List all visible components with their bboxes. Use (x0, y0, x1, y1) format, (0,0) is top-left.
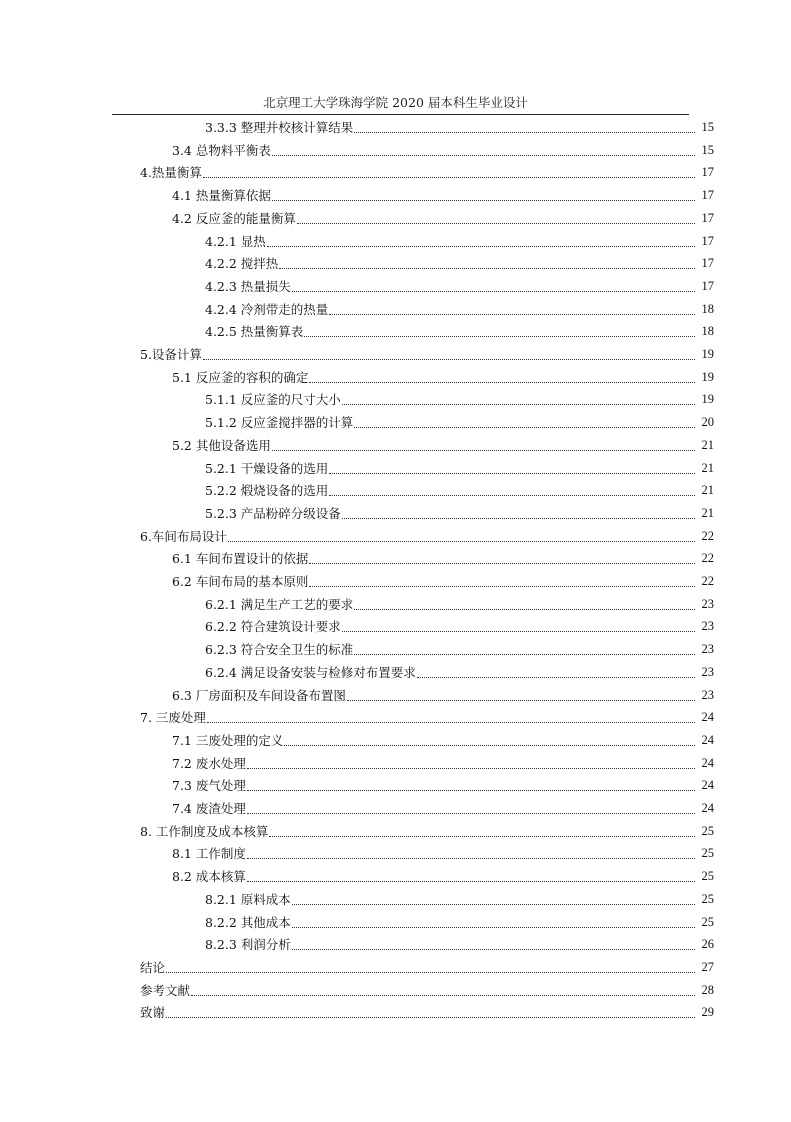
toc-leader-dots (207, 712, 695, 723)
toc-page-number: 22 (701, 551, 714, 566)
toc-entry-title: 6.2.4 满足设备安装与检修对布置要求 (205, 664, 416, 680)
toc-page-number: 23 (701, 596, 714, 611)
toc-leader-dots (247, 871, 695, 882)
toc-entry[interactable] (140, 955, 714, 975)
toc-page-number: 29 (701, 1005, 714, 1020)
toc-page-number: 17 (701, 233, 714, 248)
toc-entry[interactable] (172, 433, 714, 453)
toc-leader-dots (166, 1007, 695, 1018)
toc-entry-title: 4.热量衡算 (140, 165, 202, 181)
toc-entry-title: 7.2 废水处理 (172, 755, 246, 771)
toc-entry-title: 致谢 (140, 1005, 166, 1021)
toc-page-number: 24 (701, 710, 714, 725)
toc-entry-title: 8.2.1 原料成本 (205, 891, 291, 907)
toc-entry[interactable] (172, 728, 714, 748)
toc-page-number: 23 (701, 664, 714, 679)
toc-page-number: 19 (701, 392, 714, 407)
toc-entry[interactable] (205, 274, 714, 294)
toc-entry[interactable] (140, 819, 714, 839)
toc-entry-title: 7.1 三废处理的定义 (172, 732, 284, 748)
toc-entry[interactable] (205, 297, 714, 317)
toc-entry[interactable] (172, 773, 714, 793)
toc-page-number: 17 (701, 210, 714, 225)
page-header: 北京理工大学珠海学院 2020 届本科生毕业设计 (263, 95, 528, 110)
toc-page-number: 26 (701, 937, 714, 952)
toc-entry[interactable] (140, 342, 714, 362)
toc-leader-dots (203, 167, 695, 178)
toc-page-number: 17 (701, 278, 714, 293)
toc-entry[interactable] (205, 910, 714, 930)
toc-entry-title: 4.2.4 冷剂带走的热量 (205, 301, 329, 317)
toc-entry-title: 5.1 反应釜的容积的确定 (172, 369, 309, 385)
toc-page-number: 23 (701, 619, 714, 634)
toc-entry[interactable] (205, 478, 714, 498)
toc-page-number: 21 (701, 437, 714, 452)
toc-entry-title: 4.2 反应釜的能量衡算 (172, 210, 296, 226)
toc-entry[interactable] (172, 751, 714, 771)
toc-page-number: 24 (701, 778, 714, 793)
toc-page-number: 25 (701, 891, 714, 906)
toc-entry[interactable] (172, 683, 714, 703)
toc-leader-dots (342, 508, 695, 519)
toc-entry-title: 3.4 总物料平衡表 (172, 142, 271, 158)
toc-entry-title: 6.2.2 符合建筑设计要求 (205, 619, 341, 635)
toc-entry[interactable] (140, 705, 714, 725)
toc-page-number: 20 (701, 415, 714, 430)
toc-entry[interactable] (205, 387, 714, 407)
toc-leader-dots (272, 190, 695, 201)
toc-leader-dots (342, 621, 695, 632)
toc-leader-dots (247, 803, 695, 814)
toc-entry[interactable] (172, 796, 714, 816)
toc-page-number: 25 (701, 869, 714, 884)
toc-leader-dots (309, 553, 695, 564)
toc-entry[interactable] (205, 592, 714, 612)
toc-page-number: 25 (701, 914, 714, 929)
toc-entry[interactable] (172, 365, 714, 385)
toc-entry[interactable] (172, 569, 714, 589)
toc-page-number: 22 (701, 528, 714, 543)
toc-leader-dots (203, 349, 695, 360)
toc-leader-dots (247, 848, 695, 859)
toc-page-number: 23 (701, 642, 714, 657)
toc-leader-dots (267, 236, 695, 247)
toc-entry-title: 4.1 热量衡算依据 (172, 188, 271, 204)
toc-entry[interactable] (172, 864, 714, 884)
toc-entry-title: 6.2 车间布局的基本原则 (172, 574, 309, 589)
toc-entry-title: 3.3.3 整理并校核计算结果 (205, 120, 354, 135)
toc-entry-title: 参考文献 (140, 982, 191, 998)
toc-page-number: 22 (701, 574, 714, 588)
toc-leader-dots (292, 281, 695, 292)
toc-page-number: 15 (701, 120, 714, 134)
toc-page-number: 24 (701, 801, 714, 815)
toc-entry-title: 6.3 厂房面积及车间设备布置图 (172, 687, 346, 703)
toc-entry[interactable] (205, 932, 714, 952)
toc-entry[interactable] (205, 319, 714, 339)
toc-entry-title: 8. 工作制度及成本核算 (140, 823, 269, 839)
toc-leader-dots (309, 372, 695, 383)
toc-entry-title: 5.2 其他设备选用 (172, 437, 271, 453)
toc-leader-dots (191, 985, 695, 996)
toc-entry[interactable] (140, 524, 714, 544)
toc-entry-title: 4.2.5 热量衡算表 (205, 324, 304, 340)
toc-entry-title: 5.2.3 产品粉碎分级设备 (205, 505, 341, 521)
toc-page-number: 25 (701, 823, 714, 838)
toc-leader-dots (304, 326, 695, 337)
toc-page-number: 23 (701, 687, 714, 702)
toc-page-number: 24 (701, 755, 714, 770)
toc-entry-title: 结论 (140, 959, 166, 975)
toc-entry[interactable] (205, 410, 714, 430)
toc-leader-dots (292, 917, 695, 928)
toc-leader-dots (417, 667, 695, 678)
toc-page-number: 17 (701, 188, 714, 203)
toc-leader-dots (329, 485, 695, 496)
toc-page-number: 17 (701, 165, 714, 180)
toc-leader-dots (228, 531, 695, 542)
toc-leader-dots (329, 304, 695, 315)
toc-entry[interactable] (140, 1000, 714, 1020)
toc-entry-title: 5.2.1 干燥设备的选用 (205, 460, 329, 476)
toc-entry[interactable] (172, 546, 714, 566)
toc-entry[interactable] (205, 456, 714, 476)
toc-leader-dots (329, 463, 695, 474)
toc-leader-dots (347, 690, 695, 701)
toc-leader-dots (269, 826, 695, 837)
toc-entry-title: 5.2.2 煅烧设备的选用 (205, 483, 329, 499)
toc-entry-title: 4.2.2 搅拌热 (205, 256, 279, 272)
toc-entry-title: 4.2.3 热量损失 (205, 278, 291, 294)
toc-entry-title: 5.1.2 反应釜搅拌器的计算 (205, 415, 354, 431)
toc-page-number: 17 (701, 256, 714, 271)
toc-entry[interactable] (205, 115, 714, 135)
toc-page-number: 19 (701, 369, 714, 384)
toc-entry-title: 6.1 车间布置设计的依据 (172, 551, 309, 567)
toc-entry-title: 6.车间布局设计 (140, 528, 227, 544)
toc-leader-dots (247, 758, 695, 769)
toc-entry[interactable] (205, 887, 714, 907)
toc-page-number: 28 (701, 982, 714, 997)
toc-leader-dots (247, 780, 695, 791)
toc-entry-title: 8.2 成本核算 (172, 869, 246, 885)
toc-page-number: 21 (701, 483, 714, 498)
toc-page-number: 21 (701, 460, 714, 475)
toc-entry-title: 8.1 工作制度 (172, 846, 246, 862)
toc-leader-dots (309, 576, 695, 587)
toc-leader-dots (292, 894, 695, 905)
toc-entry-title: 6.2.1 满足生产工艺的要求 (205, 596, 354, 612)
toc-entry[interactable] (140, 160, 714, 180)
toc-leader-dots (279, 258, 695, 269)
toc-entry[interactable] (172, 841, 714, 861)
toc-leader-dots (354, 599, 695, 610)
toc-leader-dots (272, 145, 695, 156)
toc-entry-title: 7.4 废渣处理 (172, 801, 246, 816)
toc-entry[interactable] (205, 637, 714, 657)
toc-entry-title: 8.2.2 其他成本 (205, 914, 291, 930)
toc-entry-title: 5.1.1 反应釜的尺寸大小 (205, 392, 341, 408)
toc-leader-dots (354, 122, 695, 133)
toc-entry-title: 7. 三废处理 (140, 710, 206, 726)
toc-entry[interactable] (205, 614, 714, 634)
toc-leader-dots (354, 417, 695, 428)
toc-page-number: 19 (701, 347, 714, 361)
toc-entry-title: 4.2.1 显热 (205, 233, 266, 249)
toc-leader-dots (284, 735, 695, 746)
toc-leader-dots (272, 440, 695, 451)
toc-entry[interactable] (140, 978, 714, 998)
toc-page-number: 25 (701, 846, 714, 861)
toc-entry-title: 8.2.3 利润分析 (205, 937, 291, 953)
toc-entry[interactable] (172, 206, 714, 226)
toc-page-number: 24 (701, 732, 714, 747)
toc-page-number: 18 (701, 324, 714, 339)
toc-entry-title: 7.3 废气处理 (172, 778, 246, 794)
toc-page-number: 18 (701, 301, 714, 316)
toc-entry[interactable] (205, 660, 714, 680)
toc-leader-dots (292, 939, 695, 950)
toc-leader-dots (354, 644, 695, 655)
toc-entry[interactable] (172, 183, 714, 203)
toc-leader-dots (297, 213, 695, 224)
toc-leader-dots (342, 394, 695, 405)
toc-leader-dots (166, 962, 695, 973)
toc-page-number: 27 (701, 959, 714, 974)
toc-entry[interactable] (205, 501, 714, 521)
toc-entry[interactable] (205, 229, 714, 249)
toc-entry-title: 5.设备计算 (140, 347, 202, 362)
toc-entry-title: 6.2.3 符合安全卫生的标准 (205, 642, 354, 658)
toc-entry[interactable] (205, 251, 714, 271)
toc-entry[interactable] (172, 138, 714, 158)
toc-page-number: 21 (701, 505, 714, 520)
toc-page-number: 15 (701, 142, 714, 157)
